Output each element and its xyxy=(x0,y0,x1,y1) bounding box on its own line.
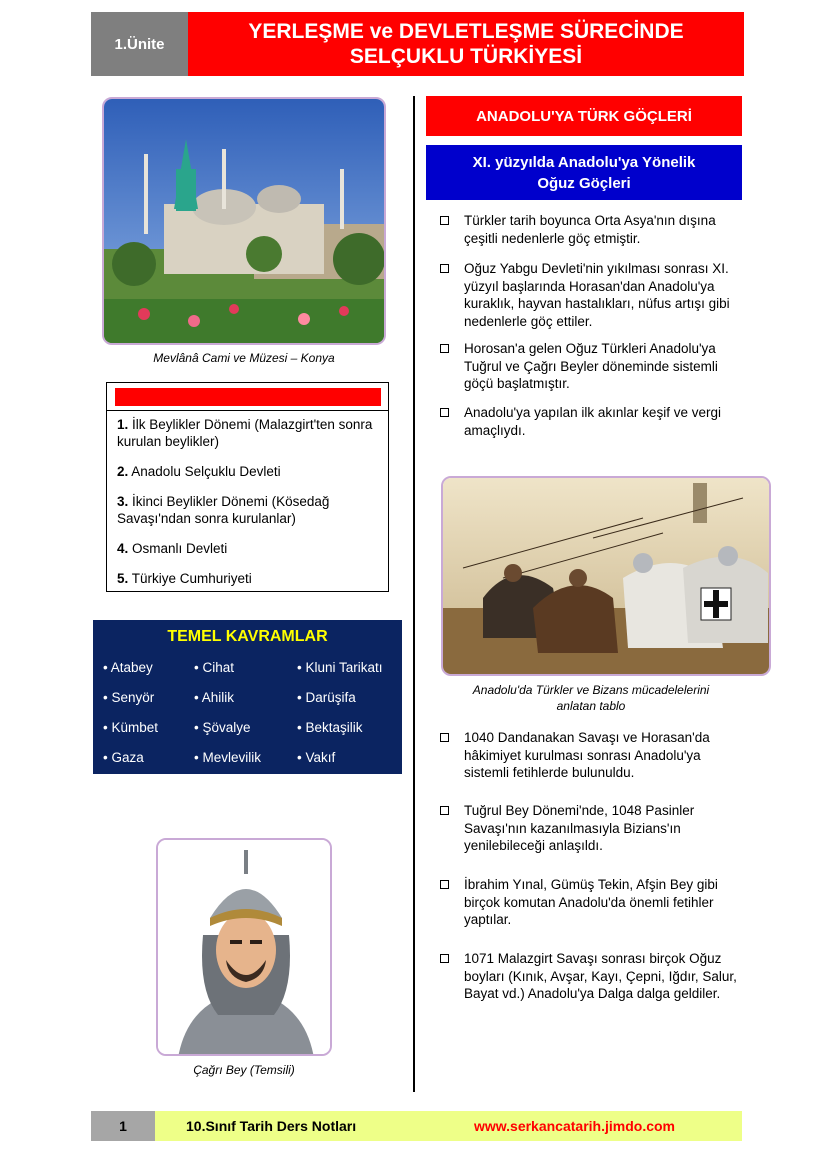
checkbox-square-icon xyxy=(440,408,449,417)
checkbox-square-icon xyxy=(440,806,449,815)
bullet-item xyxy=(440,260,740,330)
periods-header-divider xyxy=(107,410,388,411)
bullet-item xyxy=(440,729,740,782)
period-text: Osmanlı Devleti xyxy=(132,541,228,556)
concept-item: • Senyör xyxy=(103,690,155,705)
column-divider xyxy=(413,96,415,1092)
mosque-caption: Mevlânâ Cami ve Müzesi – Konya xyxy=(153,351,335,365)
concept-item: • Bektaşilik xyxy=(297,720,363,735)
unit-label: 1.Ünite xyxy=(91,12,188,76)
period-item xyxy=(117,570,382,587)
page-title-line1: YERLEŞME ve DEVLETLEŞME SÜRECİNDE xyxy=(248,20,684,43)
periods-box xyxy=(106,382,389,592)
concept-item: • Cihat xyxy=(194,660,234,675)
bullet-item xyxy=(440,212,740,247)
concept-item: • Mevlevilik xyxy=(194,750,261,765)
bullet-text: İbrahim Yınal, Gümüş Tekin, Afşin Bey gibi birçok komutan Anadolu'da önemli fetihler yaptılar. xyxy=(464,877,718,927)
page-title xyxy=(188,12,744,76)
period-number: 4. xyxy=(117,541,129,556)
painting-caption xyxy=(441,682,741,714)
painting-caption-line1: Anadolu'da Türkler ve Bizans mücadelelerini xyxy=(472,683,710,697)
subsection-title xyxy=(426,145,742,200)
checkbox-square-icon xyxy=(440,880,449,889)
period-number: 5. xyxy=(117,571,129,586)
checkbox-square-icon xyxy=(440,216,449,225)
concept-item: • Ahilik xyxy=(194,690,234,705)
warrior-portrait-illustration xyxy=(158,840,332,1056)
period-text: İlk Beylikler Dönemi (Malazgirt'ten sonra kurulan beylikler) xyxy=(117,417,373,449)
bullet-text: Oğuz Yabgu Devleti'nin yıkılması sonrası XI. yüzyıl başlarında Horasan'dan Anadolu'ya kuraklık, hayvan hastalıkları, nüfus artışı gibi nedenlerle göç ettiler. xyxy=(464,261,730,329)
bullet-text: Tuğrul Bey Dönemi'nde, 1048 Pasinler Savaşı'nın kazanılmasıyla Bizians'ın yenilebileceği anlaşıldı. xyxy=(464,803,695,853)
battle-painting xyxy=(441,476,771,676)
key-concepts-box xyxy=(93,620,402,774)
periods-list xyxy=(117,416,382,600)
period-number: 3. xyxy=(117,494,129,509)
concept-item: • Darüşifa xyxy=(297,690,356,705)
bullet-text: Horosan'a gelen Oğuz Türkleri Anadolu'ya Tuğrul ve Çağrı Beyler döneminde sistemli göçü başlatmıştır. xyxy=(464,341,718,391)
cagri-bey-portrait xyxy=(156,838,332,1056)
footer-website-link[interactable]: www.serkancatarih.jimdo.com xyxy=(474,1118,675,1134)
bullet-text: 1040 Dandanakan Savaşı ve Horasan'da hâkimiyet kurulması sonrası Anadolu'ya sistemli fetihlerde bulunuldu. xyxy=(464,730,710,780)
periods-header-bar xyxy=(115,388,381,406)
checkbox-square-icon xyxy=(440,264,449,273)
period-item xyxy=(117,463,382,480)
period-text: İkinci Beylikler Dönemi (Kösedağ Savaşı'ndan sonra kurulanlar) xyxy=(117,494,330,526)
bullet-item xyxy=(440,404,740,439)
bullet-text: Anadolu'ya yapılan ilk akınlar keşif ve vergi amaçlıydı. xyxy=(464,405,721,438)
mosque-illustration xyxy=(104,99,386,345)
subsection-title-line1: XI. yüzyılda Anadolu'ya Yönelik xyxy=(472,153,696,171)
concept-item: • Atabey xyxy=(103,660,153,675)
period-text: Türkiye Cumhuriyeti xyxy=(131,571,252,586)
page-title-line2: SELÇUKLU TÜRKİYESİ xyxy=(349,45,583,68)
concept-item: • Gaza xyxy=(103,750,144,765)
bullet-item xyxy=(440,950,740,1003)
mevlana-mosque-photo xyxy=(102,97,386,345)
period-item xyxy=(117,493,382,527)
footer-title: 10.Sınıf Tarih Ders Notları xyxy=(186,1118,357,1134)
bullet-item xyxy=(440,876,740,929)
period-item xyxy=(117,540,382,557)
concept-item: • Kluni Tarikatı xyxy=(297,660,383,675)
checkbox-square-icon xyxy=(440,954,449,963)
bullet-text: Türkler tarih boyunca Orta Asya'nın dışına çeşitli nedenlerle göç etmiştir. xyxy=(464,213,716,246)
bullet-item xyxy=(440,802,740,855)
section-title: ANADOLU'YA TÜRK GÖÇLERİ xyxy=(426,96,742,136)
bullet-item xyxy=(440,340,740,393)
period-item xyxy=(117,416,382,450)
page-number: 1 xyxy=(91,1111,155,1141)
subsection-title-line2: Oğuz Göçleri xyxy=(537,174,631,192)
concept-item: • Vakıf xyxy=(297,750,336,765)
battle-illustration xyxy=(443,478,771,676)
concept-item: • Şövalye xyxy=(194,720,251,735)
key-concepts-title: TEMEL KAVRAMLAR xyxy=(167,628,328,645)
checkbox-square-icon xyxy=(440,733,449,742)
portrait-caption: Çağrı Bey (Temsili) xyxy=(193,1063,295,1077)
period-number: 2. xyxy=(117,464,129,479)
checkbox-square-icon xyxy=(440,344,449,353)
concept-item: • Kümbet xyxy=(103,720,159,735)
painting-caption-line2: anlatan tablo xyxy=(556,699,626,713)
period-text: Anadolu Selçuklu Devleti xyxy=(131,464,281,479)
period-number: 1. xyxy=(117,417,129,432)
bullet-text: 1071 Malazgirt Savaşı sonrası birçok Oğuz boyları (Kınık, Avşar, Kayı, Çepni, Iğdır, Salur, Bayat vd.) Anadolu'ya Dalga dalga geldiler. xyxy=(464,951,737,1001)
